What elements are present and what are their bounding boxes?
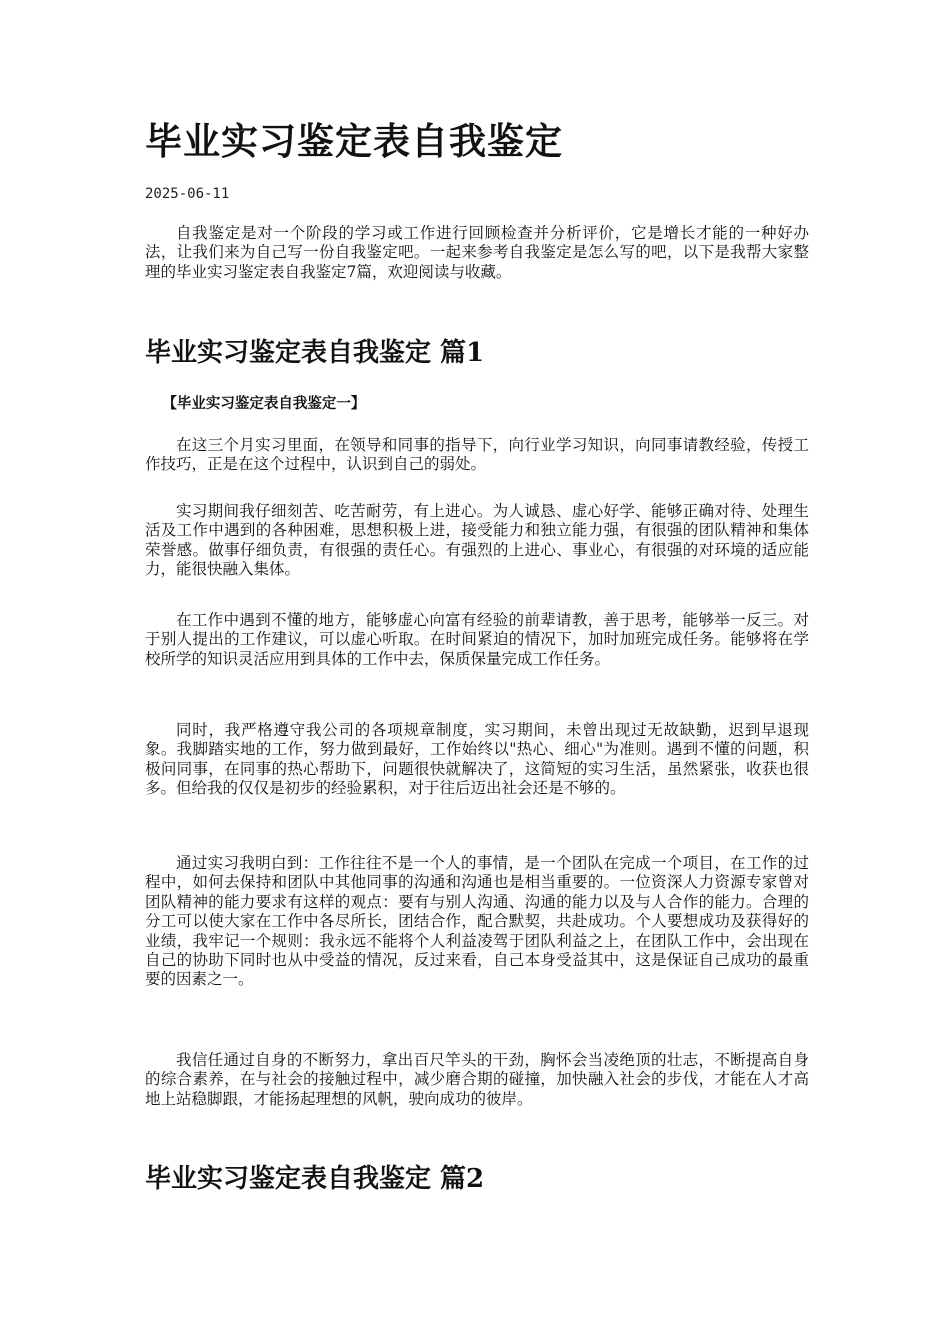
body-paragraph-block xyxy=(145,721,809,799)
section-heading-1: 毕业实习鉴定表自我鉴定 篇1 xyxy=(145,338,485,368)
body-paragraph: 在这三个月实习里面，在领导和同事的指导下，向行业学习知识，向同事请教经验，传授工作技巧，正是在这个过程中，认识到自己的弱处。 xyxy=(145,436,809,474)
document-title: 毕业实习鉴定表自我鉴定 xyxy=(145,119,563,163)
body-paragraph: 在工作中遇到不懂的地方，能够虚心向富有经验的前辈请教，善于思考，能够举一反三。对于别人提出的工作建议，可以虚心听取。在时间紧迫的情况下，加时加班完成任务。能够将在学校所学的知识灵活应用到具体的工作中去，保质保量完成工作任务。 xyxy=(145,611,809,668)
section-subheading-1: 【毕业实习鉴定表自我鉴定一】 xyxy=(162,396,366,412)
section-heading-2: 毕业实习鉴定表自我鉴定 篇2 xyxy=(145,1164,485,1194)
publish-date: 2025-06-11 xyxy=(145,186,230,202)
intro-block xyxy=(145,224,809,282)
body-paragraph-block xyxy=(145,611,809,669)
intro-paragraph: 自我鉴定是对一个阶段的学习或工作进行回顾检查并分析评价，它是增长才能的一种好办法，让我们来为自己写一份自我鉴定吧。一起来参考自我鉴定是怎么写的吧，以下是我帮大家整理的毕业实习鉴定表自我鉴定7篇，欢迎阅读与收藏。 xyxy=(145,224,809,281)
body-paragraph-block xyxy=(145,436,809,475)
body-paragraph: 同时，我严格遵守我公司的各项规章制度，实习期间，未曾出现过无故缺勤，迟到早退现象。我脚踏实地的工作，努力做到最好，工作始终以"热心、细心"为准则。遇到不懂的问题，积极问同事，在同事的热心帮助下，问题很快就解决了，这简短的实习生活，虽然紧张，收获也很多。但给我的仅仅是初步的经验累积，对于往后迈出社会还是不够的。 xyxy=(145,721,809,798)
body-paragraph: 实习期间我仔细刻苦、吃苦耐劳，有上进心。为人诚恳、虚心好学、能够正确对待、处理生活及工作中遇到的各种困难，思想积极上进，接受能力和独立能力强，有很强的团队精神和集体荣誉感。做事仔细负责，有很强的责任心。有强烈的上进心、事业心，有很强的对环境的适应能力，能很快融入集体。 xyxy=(145,502,809,579)
body-paragraph-block xyxy=(145,1051,809,1109)
body-paragraph: 我信任通过自身的不断努力，拿出百尺竿头的干劲，胸怀会当凌绝顶的壮志，不断提高自身的综合素养，在与社会的接触过程中，减少磨合期的碰撞，加快融入社会的步伐，才能在人才高地上站稳脚跟，才能扬起理想的风帆，驶向成功的彼岸。 xyxy=(145,1051,809,1108)
body-paragraph: 通过实习我明白到：工作往往不是一个人的事情，是一个团队在完成一个项目，在工作的过程中，如何去保持和团队中其他同事的沟通和沟通也是相当重要的。一位资深人力资源专家曾对团队精神的能力要求有这样的观点：要有与别人沟通、沟通的能力以及与人合作的能力。合理的分工可以使大家在工作中各尽所长，团结合作，配合默契，共赴成功。个人要想成功及获得好的业绩，我牢记一个规则：我永远不能将个人利益凌驾于团队利益之上，在团队工作中，会出现在自己的协助下同时也从中受益的情况，反过来看，自己本身受益其中，这是保证自己成功的最重要的因素之一。 xyxy=(145,854,809,989)
body-paragraph-block xyxy=(145,854,809,990)
body-paragraph-block xyxy=(145,502,809,580)
